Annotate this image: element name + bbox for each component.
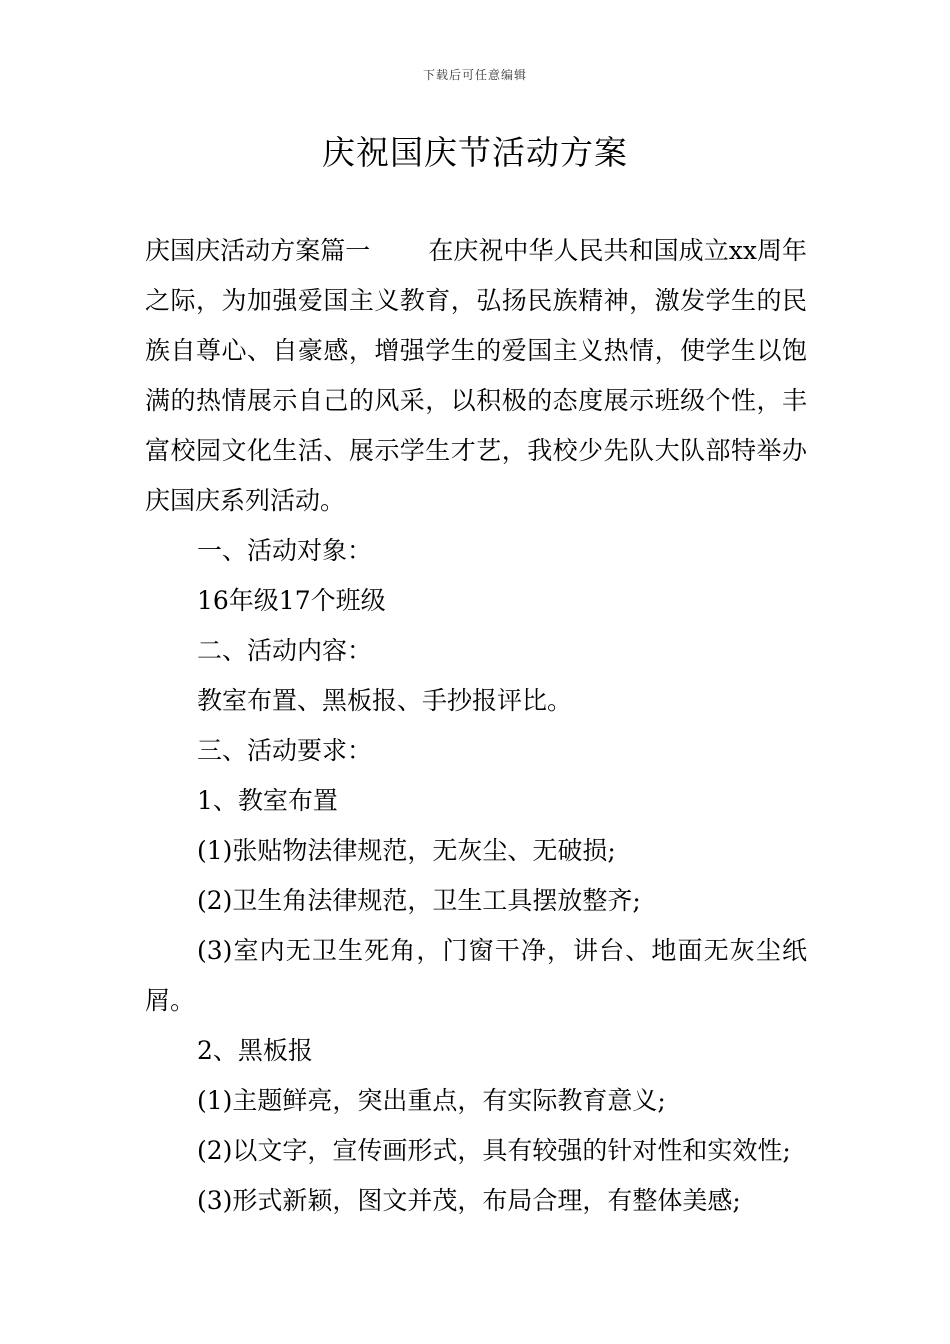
list-item: (2)以文字，宣传画形式，具有较强的针对性和实效性; xyxy=(197,1136,791,1165)
list-item: (2)卫生角法律规范，卫生工具摆放整齐; xyxy=(197,886,641,915)
document-title: 庆祝国庆节活动方案 xyxy=(322,133,628,172)
intro-paragraph xyxy=(145,226,807,526)
subheading-blackboard: 2、黑板报 xyxy=(197,1036,313,1065)
list-item: (1)张贴物法律规范，无灰尘、无破损; xyxy=(197,836,616,865)
list-item: (3)室内无卫生死角，门窗干净，讲台、地面无灰尘纸屑。 xyxy=(145,936,807,1015)
subheading-classroom: 1、教室布置 xyxy=(197,786,338,815)
document-body xyxy=(145,226,807,1226)
list-item: (3)形式新颖，图文并茂，布局合理，有整体美感; xyxy=(197,1186,741,1215)
list-item: (1)主题鲜亮，突出重点，有实际教育意义; xyxy=(197,1086,666,1115)
section-heading-content: 二、活动内容： xyxy=(197,636,373,665)
section-heading-objects: 一、活动对象： xyxy=(197,536,373,565)
intro-text: 在庆祝中华人民共和国成立xx周年之际，为加强爱国主义教育，弘扬民族精神，激发学生的民族自尊心、自豪感，增强学生的爱国主义热情，使学生以饱满的热情展示自己的风采，以积极的态度展示班级个性，丰富校园文化生活、展示学生才艺，我校少先队大队部特举办庆国庆系列活动。 xyxy=(145,236,807,515)
section-heading-requirements: 三、活动要求： xyxy=(197,736,373,765)
header-note: 下载后可任意编辑 xyxy=(422,68,527,82)
intro-heading: 庆国庆活动方案篇一 xyxy=(145,236,371,265)
paragraph-objects: 16年级17个班级 xyxy=(197,586,386,615)
paragraph-content: 教室布置、黑板报、手抄报评比。 xyxy=(197,686,573,715)
